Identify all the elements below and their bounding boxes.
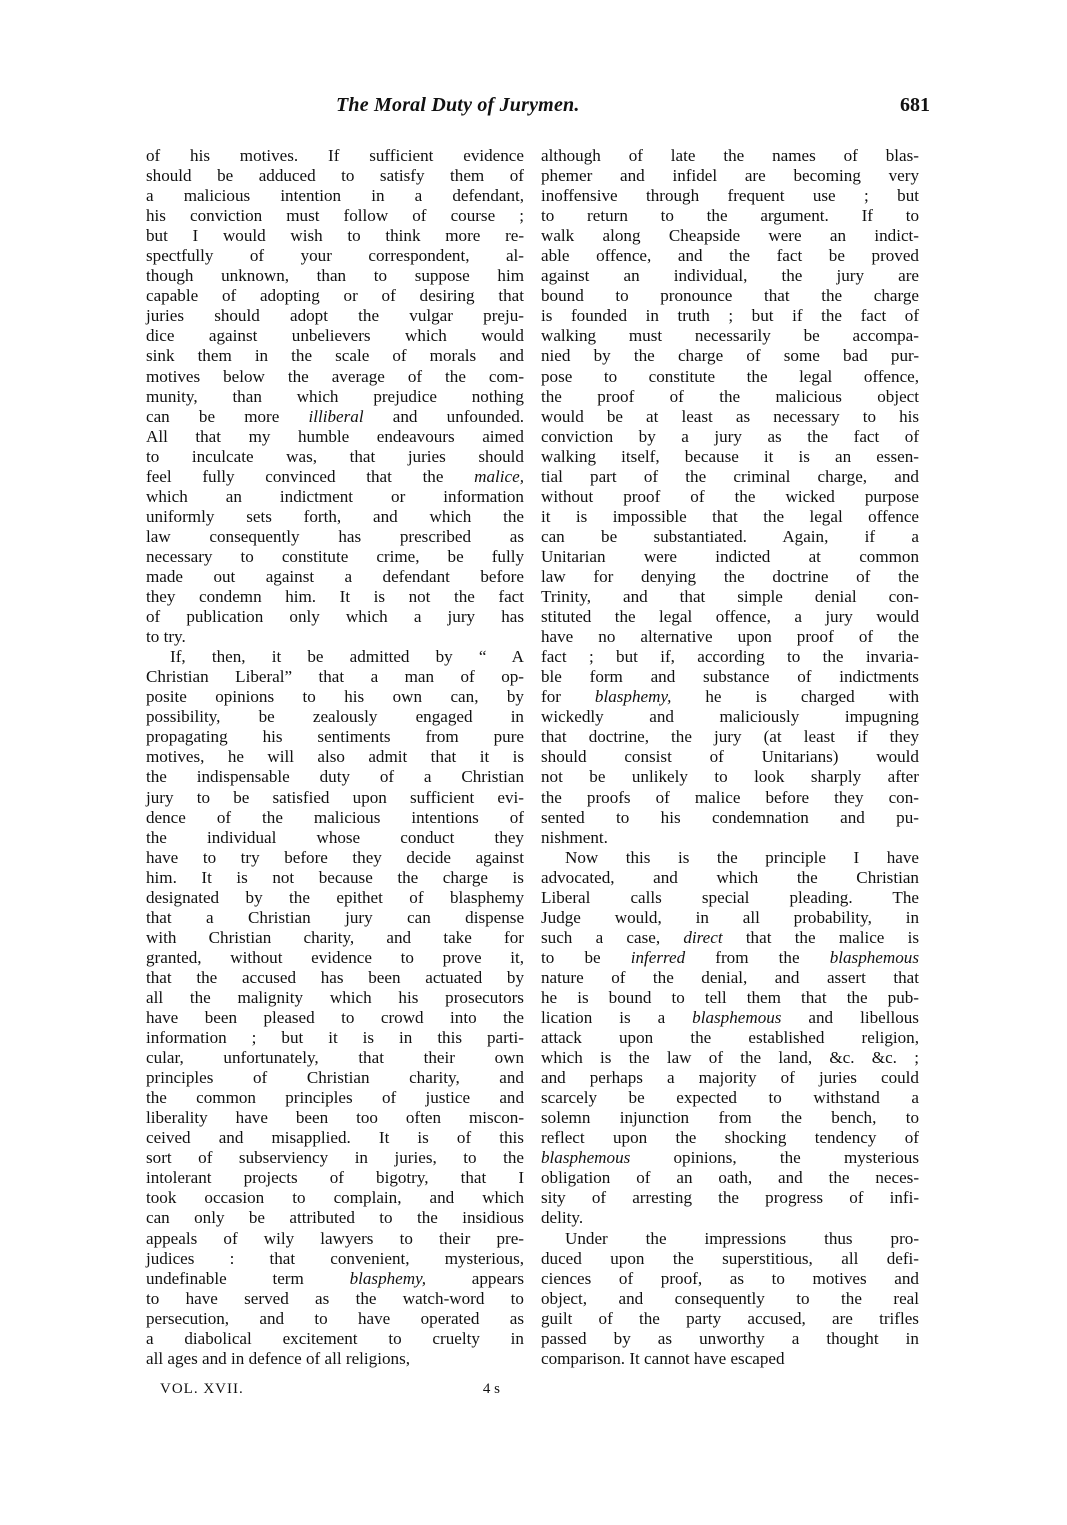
text-line: should be adduced to satisfy them of [146, 166, 524, 186]
text-line: walking itself, because it is an essen- [541, 446, 919, 466]
text-line: can only be attributed to the insidious [146, 1208, 524, 1228]
text-line: blasphemous opinions, the mysterious [541, 1148, 919, 1168]
text-line: ciences of proof, as to motives and [541, 1268, 919, 1288]
text-line: delity. [541, 1208, 584, 1228]
text-line: the common principles of justice and [146, 1088, 525, 1108]
text-line: comparison. It cannot have escaped [541, 1348, 785, 1368]
text-line: which an indictment or information [146, 486, 524, 506]
text-line: the proof of the malicious object [541, 386, 920, 406]
text-line: which is the law of the land, &c. &c. ; [541, 1048, 919, 1068]
text-line: took occasion to complain, and which [146, 1188, 525, 1208]
paragraph [146, 647, 524, 1369]
text-line: have no alternative upon proof of the [541, 627, 919, 647]
text-line: possibility, be zealously engaged in [146, 707, 524, 727]
text-line: for blasphemy, he is charged with [541, 687, 920, 707]
text-line: attack upon the established religion, [541, 1028, 919, 1048]
text-line: ble form and substance of indictments [541, 667, 919, 687]
text-line: cular, unfortunately, that their own [146, 1048, 525, 1068]
paragraph [541, 146, 919, 848]
text-line: nied by the charge of some bad pur- [541, 346, 920, 366]
text-line: can be substantiated. Again, if a [541, 526, 919, 546]
text-line: can be more illiberal and unfounded. [146, 406, 525, 426]
text-line: If, then, it be admitted by “ A [170, 647, 525, 667]
text-line: munity, than which prejudice nothing [146, 386, 524, 406]
paragraph [541, 1229, 919, 1369]
text-line: the individual whose conduct they [146, 827, 524, 847]
text-line: not be unlikely to look sharply after [541, 767, 919, 787]
text-line: to return to the argument. If to [541, 206, 920, 226]
text-line: nishment. [541, 827, 608, 847]
text-line: have to try before they decide against [146, 847, 524, 867]
text-line: nature of the denial, and assert that [541, 967, 919, 987]
page-number: 681 [900, 94, 930, 116]
text-line: have been pleased to crowd into the [146, 1008, 524, 1028]
text-line: that a Christian jury can dispense [146, 907, 525, 927]
text-line: all ages and in defence of all religions, [146, 1348, 410, 1368]
text-line: advocated, and which the Christian [541, 867, 919, 887]
volume-label: VOL. XVII. [160, 1381, 244, 1397]
text-line: judices : that convenient, mysterious, [146, 1248, 525, 1268]
text-line: Christian Liberal” that a man of op- [146, 667, 524, 687]
text-line: guilt of the party accused, are trifles [541, 1308, 919, 1328]
text-line: and perhaps a majority of juries could [541, 1068, 919, 1088]
text-line: Under the impressions thus pro- [565, 1228, 920, 1248]
text-line: motives, he will also admit that it is [146, 747, 525, 767]
text-line: pose to constitute the legal offence, [541, 366, 920, 386]
text-line: obligation of an oath, and the neces- [541, 1168, 920, 1188]
text-line: should consist of Unitarians) would [541, 747, 919, 767]
text-line: a malicious intention in a defendant, [146, 186, 525, 206]
text-line: sented to his condemnation and pu- [541, 807, 919, 827]
text-line: undefinable term blasphemy, appears [146, 1268, 524, 1288]
left-column [146, 146, 524, 1369]
text-line: the indispensable duty of a Christian [146, 767, 525, 787]
text-line: spectfully of your correspondent, al- [146, 246, 524, 266]
page-header [330, 94, 930, 130]
text-line: to inculcate was, that juries should [146, 446, 524, 466]
text-line: inoffensive through frequent use ; but [541, 186, 919, 206]
text-line: a diabolical excitement to cruelty in [146, 1328, 524, 1348]
text-line: Now this is the principle I have [565, 847, 919, 867]
text-line: walk along Cheapside were an indict- [541, 226, 919, 246]
text-line: him. It is not because the charge is [146, 867, 524, 887]
text-line: walking must necessarily be accompa- [541, 326, 919, 346]
text-line: Unitarian were indicted at common [541, 546, 920, 566]
text-line: information ; but it is in this parti- [146, 1028, 525, 1048]
text-line: bound to pronounce that the charge [541, 286, 920, 306]
text-line: without proof of the wicked purpose [541, 486, 919, 506]
text-line: dice against unbelievers which would [146, 326, 524, 346]
paragraph [541, 848, 919, 1229]
text-line: Judge would, in all probability, in [541, 907, 919, 927]
paragraph [146, 146, 524, 647]
text-line: reflect upon the shocking tendency of [541, 1128, 919, 1148]
text-line: duced upon the superstitious, all defi- [541, 1248, 920, 1268]
text-line: to try. [146, 627, 186, 647]
text-line: to have served as the watch-word to [146, 1288, 524, 1308]
text-line: they condemn him. It is not the fact [146, 587, 525, 607]
text-line: principles of Christian charity, and [146, 1068, 524, 1088]
text-line: dence of the malicious intentions of [146, 807, 524, 827]
text-line: that doctrine, the jury (at least if they [541, 727, 920, 747]
text-line: it is impossible that the legal offence [541, 506, 920, 526]
text-line: posite opinions to his own can, by [146, 687, 524, 707]
text-line: object, and consequently to the real [541, 1288, 920, 1308]
text-line: sity of arresting the progress of infi- [541, 1188, 920, 1208]
text-line: sink them in the scale of morals and [146, 346, 524, 366]
text-line: intolerant projects of bigotry, that I [146, 1168, 525, 1188]
text-line: would be at least as necessary to his [541, 406, 920, 426]
text-line: Liberal calls special pleading. The [541, 887, 919, 907]
text-line: feel fully convinced that the malice, [146, 466, 524, 486]
printer-signature: 4 s [482, 1381, 500, 1397]
text-line: wickedly and maliciously impugning [541, 707, 919, 727]
text-line: motives below the average of the com- [146, 366, 525, 386]
text-line: persecution, and to have operated as [146, 1308, 524, 1328]
right-column [541, 146, 919, 1369]
text-line: of publication only which a jury has [146, 607, 525, 627]
text-line: ceived and misapplied. It is of this [146, 1128, 524, 1148]
text-line: he is bound to tell them that the pub- [541, 987, 919, 1007]
text-line: though unknown, than to suppose him [146, 266, 525, 286]
running-title: The Moral Duty of Jurymen. [336, 94, 580, 116]
text-line: able offence, and the fact be proved [541, 246, 919, 266]
text-line: propagating his sentiments from pure [146, 727, 524, 747]
text-line: uniformly sets forth, and which the [146, 506, 525, 526]
text-line: necessary to constitute crime, be fully [146, 546, 524, 566]
text-line: stituted the legal offence, a jury would [541, 607, 919, 627]
text-line: passed by as unworthy a thought in [541, 1328, 919, 1348]
text-line: such a case, direct that the malice is [541, 927, 920, 947]
text-line: law for denying the doctrine of the [541, 566, 919, 586]
text-line: sort of subserviency in juries, to the [146, 1148, 524, 1168]
text-line: all the malignity which his prosecutors [146, 987, 524, 1007]
text-line: liberality have been too often miscon- [146, 1108, 525, 1128]
text-line: designated by the epithet of blasphemy [146, 887, 525, 907]
text-line: All that my humble endeavours aimed [146, 426, 524, 446]
text-line: although of late the names of blas- [541, 146, 919, 165]
text-line: conviction by a jury as the fact of [541, 426, 920, 446]
text-line: his conviction must follow of course ; [146, 206, 524, 226]
text-line: tial part of the criminal charge, and [541, 466, 919, 486]
text-line: lication is a blasphemous and libellous [541, 1008, 919, 1028]
text-line: of his motives. If sufficient evidence [146, 146, 524, 165]
text-line: granted, without evidence to prove it, [146, 947, 525, 967]
text-line: made out against a defendant before [146, 566, 524, 586]
text-line: law consequently has prescribed as [146, 526, 525, 546]
text-line: Trinity, and that simple denial con- [541, 587, 919, 607]
text-line: scarcely be expected to withstand a [541, 1088, 919, 1108]
text-line: with Christian charity, and take for [146, 927, 524, 947]
text-line: but I would wish to think more re- [146, 226, 525, 246]
text-line: appeals of wily lawyers to their pre- [146, 1228, 524, 1248]
text-line: juries should adopt the vulgar preju- [146, 306, 524, 326]
text-line: to be inferred from the blasphemous [541, 947, 919, 967]
text-line: is founded in truth ; but if the fact of [541, 306, 920, 326]
text-line: against an individual, the jury are [541, 266, 920, 286]
text-line: jury to be satisfied upon sufficient evi- [146, 787, 524, 807]
text-line: capable of adopting or of desiring that [146, 286, 524, 306]
text-line: the proofs of malice before they con- [541, 787, 919, 807]
text-line: fact ; but if, according to the invaria- [541, 647, 919, 667]
text-line: phemer and infidel are becoming very [541, 166, 919, 186]
text-line: that the accused has been actuated by [146, 967, 524, 987]
text-line: solemn injunction from the bench, to [541, 1108, 920, 1128]
